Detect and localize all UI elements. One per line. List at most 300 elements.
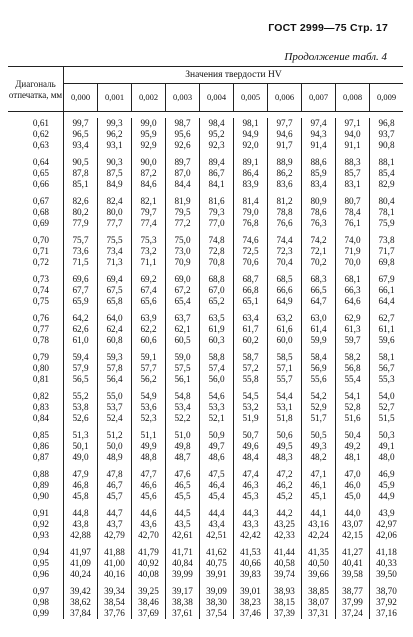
hardness-value: 42,15	[342, 530, 363, 540]
hardness-value: 73,2	[140, 246, 157, 256]
hardness-value: 41,09	[70, 558, 91, 568]
hardness-value: 73,0	[174, 246, 191, 256]
hardness-value: 46,6	[140, 480, 157, 490]
hardness-value: 48,6	[208, 452, 225, 462]
hardness-value: 41,27	[342, 547, 363, 557]
hardness-value: 46,5	[174, 480, 191, 490]
hardness-value: 47,9	[72, 469, 89, 479]
hardness-value: 52,9	[310, 402, 327, 412]
hardness-value: 51,8	[276, 413, 293, 423]
hardness-value: 73,4	[106, 246, 123, 256]
hardness-value: 60,3	[208, 335, 225, 345]
hardness-value: 52,1	[208, 413, 225, 423]
hardness-value: 81,9	[174, 196, 191, 206]
hardness-value: 58,1	[378, 352, 395, 362]
hardness-value: 46,8	[72, 480, 89, 490]
hardness-value: 69,8	[378, 257, 395, 267]
hardness-value: 95,2	[208, 129, 225, 139]
hardness-value: 87,8	[72, 168, 89, 178]
hardness-value: 56,8	[344, 363, 361, 373]
hardness-value: 80,2	[72, 207, 89, 217]
hardness-value: 71,9	[344, 246, 361, 256]
hardness-value: 87,2	[140, 168, 157, 178]
hardness-value: 37,24	[342, 608, 363, 618]
hardness-table	[8, 66, 403, 619]
values-header	[64, 66, 403, 112]
hardness-span-header: Значения твердости HV	[64, 66, 403, 84]
hardness-value: 74,4	[276, 235, 293, 245]
hardness-value: 85,1	[72, 179, 89, 189]
hardness-value: 49,2	[344, 441, 361, 451]
hardness-value: 40,16	[104, 569, 125, 579]
hardness-value: 39,01	[240, 586, 261, 596]
hardness-value: 57,9	[72, 363, 89, 373]
hardness-value: 65,6	[140, 296, 157, 306]
hardness-value: 68,8	[208, 274, 225, 284]
hardness-value: 37,92	[376, 597, 397, 607]
diagonal-value: 0,82	[32, 391, 49, 401]
hardness-value: 87,5	[106, 168, 123, 178]
hardness-value: 82,9	[378, 179, 395, 189]
hardness-value: 55,0	[106, 391, 123, 401]
hardness-value: 43,16	[308, 519, 329, 529]
page-header: ГОСТ 2999—75 Стр. 17	[268, 22, 388, 34]
hardness-value: 89,1	[242, 157, 259, 167]
hardness-value: 71,1	[140, 257, 157, 267]
table-body	[8, 112, 403, 619]
hardness-value: 65,2	[208, 296, 225, 306]
hardness-value: 96,8	[378, 118, 395, 128]
column-header: 0,003	[166, 84, 200, 111]
hardness-value: 59,7	[344, 335, 361, 345]
hardness-value: 79,7	[140, 207, 157, 217]
hardness-value: 77,9	[72, 218, 89, 228]
hardness-value: 44,9	[378, 491, 395, 501]
diagonal-value: 0,98	[32, 597, 49, 607]
hardness-value: 37,69	[138, 608, 159, 618]
hardness-value: 80,0	[106, 207, 123, 217]
diagonal-value: 0,85	[32, 430, 49, 440]
hardness-value: 53,7	[106, 402, 123, 412]
hardness-value: 89,4	[208, 157, 225, 167]
hardness-value: 77,2	[174, 218, 191, 228]
hardness-value: 91,7	[276, 140, 293, 150]
hardness-value: 45,6	[140, 491, 157, 501]
hardness-value: 61,1	[378, 324, 395, 334]
hardness-value: 58,2	[344, 352, 361, 362]
hardness-value: 39,34	[104, 586, 125, 596]
hardness-value: 38,15	[274, 597, 295, 607]
hardness-value: 66,8	[242, 285, 259, 295]
hardness-value: 52,7	[378, 402, 395, 412]
diagonal-value: 0,91	[32, 508, 49, 518]
hardness-value: 56,2	[140, 374, 157, 384]
hardness-value: 64,0	[106, 313, 123, 323]
hardness-value: 64,6	[344, 296, 361, 306]
hardness-value: 74,0	[344, 235, 361, 245]
diagonal-value: 0,77	[32, 324, 49, 334]
hardness-value: 48,2	[310, 452, 327, 462]
hardness-value: 58,4	[310, 352, 327, 362]
hardness-value: 84,9	[106, 179, 123, 189]
hardness-value: 61,7	[242, 324, 259, 334]
hardness-value: 43,7	[106, 519, 123, 529]
hardness-value: 45,2	[276, 491, 293, 501]
hardness-value: 68,3	[310, 274, 327, 284]
hardness-value: 67,2	[174, 285, 191, 295]
hardness-value: 48,4	[242, 452, 259, 462]
hardness-value: 92,0	[242, 140, 259, 150]
diagonal-value: 0,95	[32, 558, 49, 568]
hardness-value: 59,4	[72, 352, 89, 362]
hardness-value: 70,9	[174, 257, 191, 267]
hardness-value: 54,8	[174, 391, 191, 401]
hardness-value: 62,6	[72, 324, 89, 334]
diagonal-value: 0,87	[32, 452, 49, 462]
hardness-value: 38,93	[274, 586, 295, 596]
hardness-value: 52,4	[106, 413, 123, 423]
hardness-value: 74,2	[310, 235, 327, 245]
hardness-value: 48,9	[106, 452, 123, 462]
diagonal-value: 0,61	[32, 118, 49, 128]
hardness-value: 37,76	[104, 608, 125, 618]
hardness-value: 74,8	[208, 235, 225, 245]
hardness-value: 77,4	[140, 218, 157, 228]
hardness-value: 56,9	[310, 363, 327, 373]
hardness-value: 64,9	[276, 296, 293, 306]
hardness-value: 42,70	[138, 530, 159, 540]
hardness-value: 59,6	[378, 335, 395, 345]
hardness-value: 38,38	[172, 597, 193, 607]
hardness-value: 54,4	[276, 391, 293, 401]
diagonal-value: 0,64	[32, 157, 49, 167]
hardness-value: 62,2	[140, 324, 157, 334]
diagonal-value: 0,72	[32, 257, 49, 267]
hardness-value: 92,3	[208, 140, 225, 150]
hardness-value: 51,5	[378, 413, 395, 423]
hardness-value: 70,6	[242, 257, 259, 267]
hardness-value: 49,0	[72, 452, 89, 462]
hardness-value: 40,58	[274, 558, 295, 568]
hardness-value: 64,4	[378, 296, 395, 306]
hardness-value: 67,4	[140, 285, 157, 295]
hardness-value: 76,8	[242, 218, 259, 228]
column-header: 0,008	[336, 84, 370, 111]
value-column	[166, 118, 200, 619]
hardness-value: 67,0	[208, 285, 225, 295]
hardness-value: 89,7	[174, 157, 191, 167]
column-header: 0,002	[132, 84, 166, 111]
hardness-value: 75,0	[174, 235, 191, 245]
hardness-value: 43,6	[140, 519, 157, 529]
hardness-value: 61,0	[72, 335, 89, 345]
hardness-value: 59,0	[174, 352, 191, 362]
hardness-value: 75,7	[72, 235, 89, 245]
column-header: 0,009	[376, 92, 397, 102]
hardness-value: 45,4	[208, 491, 225, 501]
hardness-value: 84,1	[208, 179, 225, 189]
hardness-value: 37,46	[240, 608, 261, 618]
hardness-value: 38,77	[342, 586, 363, 596]
hardness-value: 38,70	[376, 586, 397, 596]
hardness-value: 67,7	[72, 285, 89, 295]
hardness-value: 50,7	[242, 430, 259, 440]
hardness-value: 81,6	[208, 196, 225, 206]
diagonal-value: 0,99	[32, 608, 49, 618]
hardness-value: 40,24	[70, 569, 91, 579]
column-header: 0,001	[98, 84, 132, 111]
hardness-value: 51,0	[174, 430, 191, 440]
hardness-value: 38,30	[206, 597, 227, 607]
column-header: 0,000	[64, 84, 98, 111]
hardness-value: 70,2	[310, 257, 327, 267]
hardness-value: 54,9	[140, 391, 157, 401]
hardness-value: 41,62	[206, 547, 227, 557]
hardness-value: 64,2	[72, 313, 89, 323]
hardness-value: 44,0	[344, 508, 361, 518]
diagonal-value: 0,69	[32, 218, 49, 228]
hardness-value: 78,6	[310, 207, 327, 217]
hardness-value: 43,4	[208, 519, 225, 529]
hardness-value: 50,1	[72, 441, 89, 451]
hardness-value: 55,6	[310, 374, 327, 384]
value-column	[200, 118, 234, 619]
hardness-value: 94,3	[310, 129, 327, 139]
hardness-value: 99,0	[140, 118, 157, 128]
hardness-value: 87,0	[174, 168, 191, 178]
diagonal-column	[8, 112, 64, 619]
hardness-value: 76,3	[310, 218, 327, 228]
hardness-value: 37,39	[274, 608, 295, 618]
diagonal-value: 0,92	[32, 519, 49, 529]
hardness-value: 86,2	[276, 168, 293, 178]
hardness-value: 42,42	[240, 530, 261, 540]
hardness-value: 64,7	[310, 296, 327, 306]
hardness-value: 58,7	[242, 352, 259, 362]
hardness-value: 94,9	[242, 129, 259, 139]
diagonal-value: 0,73	[32, 274, 49, 284]
hardness-value: 53,6	[140, 402, 157, 412]
hardness-value: 55,4	[344, 374, 361, 384]
value-column	[132, 118, 166, 619]
hardness-value: 92,6	[174, 140, 191, 150]
hardness-value: 91,4	[310, 140, 327, 150]
hardness-value: 50,3	[378, 430, 395, 440]
hardness-value: 57,2	[242, 363, 259, 373]
hardness-value: 66,1	[378, 285, 395, 295]
hardness-value: 48,7	[174, 452, 191, 462]
hardness-value: 42,97	[376, 519, 397, 529]
hardness-value: 49,9	[140, 441, 157, 451]
hardness-value: 53,3	[208, 402, 225, 412]
hardness-value: 75,9	[378, 218, 395, 228]
hardness-value: 44,6	[140, 508, 157, 518]
hardness-value: 66,3	[344, 285, 361, 295]
diagonal-value: 0,96	[32, 569, 49, 579]
hardness-value: 61,4	[310, 324, 327, 334]
hardness-value: 53,8	[72, 402, 89, 412]
hardness-value: 53,1	[276, 402, 293, 412]
hardness-value: 61,3	[344, 324, 361, 334]
hardness-value: 91,1	[344, 140, 361, 150]
hardness-value: 85,7	[344, 168, 361, 178]
hardness-value: 40,41	[342, 558, 363, 568]
hardness-value: 39,99	[172, 569, 193, 579]
hardness-value: 68,5	[276, 274, 293, 284]
hardness-value: 44,4	[208, 508, 225, 518]
hardness-value: 49,7	[208, 441, 225, 451]
hardness-value: 44,7	[106, 508, 123, 518]
hardness-value: 43,25	[274, 519, 295, 529]
hardness-value: 42,79	[104, 530, 125, 540]
hardness-value: 45,0	[344, 491, 361, 501]
hardness-value: 40,66	[240, 558, 261, 568]
hardness-value: 92,9	[140, 140, 157, 150]
hardness-value: 75,3	[140, 235, 157, 245]
diagonal-value: 0,63	[32, 140, 49, 150]
hardness-value: 50,5	[310, 430, 327, 440]
column-header: 0,007	[302, 84, 336, 111]
hardness-value: 99,7	[72, 118, 89, 128]
hardness-value: 55,3	[378, 374, 395, 384]
hardness-value: 75,5	[106, 235, 123, 245]
hardness-value: 50,6	[276, 430, 293, 440]
hardness-value: 97,7	[276, 118, 293, 128]
hardness-value: 82,1	[140, 196, 157, 206]
hardness-value: 42,06	[376, 530, 397, 540]
hardness-value: 48,0	[378, 452, 395, 462]
hardness-value: 61,9	[208, 324, 225, 334]
hardness-value: 79,0	[242, 207, 259, 217]
hardness-value: 94,0	[344, 129, 361, 139]
value-column	[234, 118, 268, 619]
hardness-value: 60,6	[140, 335, 157, 345]
hardness-value: 48,3	[276, 452, 293, 462]
hardness-value: 69,6	[72, 274, 89, 284]
value-column	[64, 118, 98, 619]
hardness-value: 45,1	[310, 491, 327, 501]
hardness-value: 54,0	[378, 391, 395, 401]
hardness-value: 84,6	[140, 179, 157, 189]
hardness-value: 88,9	[276, 157, 293, 167]
hardness-value: 39,74	[274, 569, 295, 579]
hardness-value: 83,4	[310, 179, 327, 189]
hardness-value: 44,8	[72, 508, 89, 518]
hardness-value: 83,1	[344, 179, 361, 189]
hardness-value: 76,6	[276, 218, 293, 228]
hardness-value: 39,83	[240, 569, 261, 579]
hardness-value: 81,2	[276, 196, 293, 206]
hardness-value: 43,3	[242, 519, 259, 529]
hardness-value: 90,3	[106, 157, 123, 167]
hardness-value: 47,5	[208, 469, 225, 479]
hardness-value: 52,6	[72, 413, 89, 423]
hardness-value: 56,4	[106, 374, 123, 384]
diagonal-value: 0,93	[32, 530, 49, 540]
hardness-value: 68,7	[242, 274, 259, 284]
hardness-value: 66,5	[310, 285, 327, 295]
hardness-value: 62,4	[106, 324, 123, 334]
hardness-value: 41,00	[104, 558, 125, 568]
hardness-value: 45,5	[174, 491, 191, 501]
hardness-value: 95,6	[174, 129, 191, 139]
hardness-value: 46,2	[276, 480, 293, 490]
diagonal-value: 0,68	[32, 207, 49, 217]
hardness-value: 60,2	[242, 335, 259, 345]
diagonal-value: 0,94	[32, 547, 49, 557]
hardness-value: 56,5	[72, 374, 89, 384]
diagonal-value: 0,84	[32, 413, 49, 423]
hardness-value: 52,3	[140, 413, 157, 423]
diagonal-value: 0,81	[32, 374, 49, 384]
hardness-value: 52,8	[344, 402, 361, 412]
hardness-value: 98,4	[208, 118, 225, 128]
value-column	[370, 118, 403, 619]
hardness-value: 69,4	[106, 274, 123, 284]
hardness-value: 72,5	[242, 246, 259, 256]
hardness-value: 43,07	[342, 519, 363, 529]
hardness-value: 94,6	[276, 129, 293, 139]
hardness-value: 62,7	[378, 313, 395, 323]
diagonal-value: 0,71	[32, 246, 49, 256]
hardness-value: 56,1	[174, 374, 191, 384]
hardness-value: 86,7	[208, 168, 225, 178]
hardness-value: 46,3	[242, 480, 259, 490]
hardness-value: 37,99	[342, 597, 363, 607]
diagonal-value: 0,79	[32, 352, 49, 362]
table-continuation-label: Продолжение табл. 4	[284, 51, 387, 63]
hardness-value: 69,2	[140, 274, 157, 284]
diagonal-value: 0,74	[32, 285, 49, 295]
hardness-value: 39,66	[308, 569, 329, 579]
hardness-value: 47,7	[140, 469, 157, 479]
value-column	[268, 118, 302, 619]
hardness-value: 57,7	[140, 363, 157, 373]
hardness-value: 42,88	[70, 530, 91, 540]
hardness-value: 42,33	[274, 530, 295, 540]
hardness-value: 54,1	[344, 391, 361, 401]
diagonal-value: 0,97	[32, 586, 49, 596]
hardness-value: 90,5	[72, 157, 89, 167]
hardness-value: 46,4	[208, 480, 225, 490]
hardness-value: 72,8	[208, 246, 225, 256]
hardness-value: 65,1	[242, 296, 259, 306]
column-header: 0,006	[268, 84, 302, 111]
hardness-value: 37,84	[70, 608, 91, 618]
hardness-value: 39,91	[206, 569, 227, 579]
hardness-value: 47,2	[276, 469, 293, 479]
hardness-value: 93,4	[72, 140, 89, 150]
hardness-value: 85,9	[310, 168, 327, 178]
hardness-value: 51,1	[140, 430, 157, 440]
hardness-value: 48,1	[344, 452, 361, 462]
hardness-value: 86,4	[242, 168, 259, 178]
diagonal-value: 0,67	[32, 196, 49, 206]
hardness-value: 73,8	[378, 235, 395, 245]
hardness-value: 65,9	[72, 296, 89, 306]
hardness-value: 78,4	[344, 207, 361, 217]
hardness-value: 77,0	[208, 218, 225, 228]
hardness-value: 37,31	[308, 608, 329, 618]
hardness-value: 65,4	[174, 296, 191, 306]
diagonal-value: 0,75	[32, 296, 49, 306]
hardness-value: 84,4	[174, 179, 191, 189]
hardness-value: 49,3	[310, 441, 327, 451]
hardness-value: 38,23	[240, 597, 261, 607]
hardness-value: 69,0	[174, 274, 191, 284]
hardness-value: 55,8	[242, 374, 259, 384]
hardness-value: 45,8	[72, 491, 89, 501]
